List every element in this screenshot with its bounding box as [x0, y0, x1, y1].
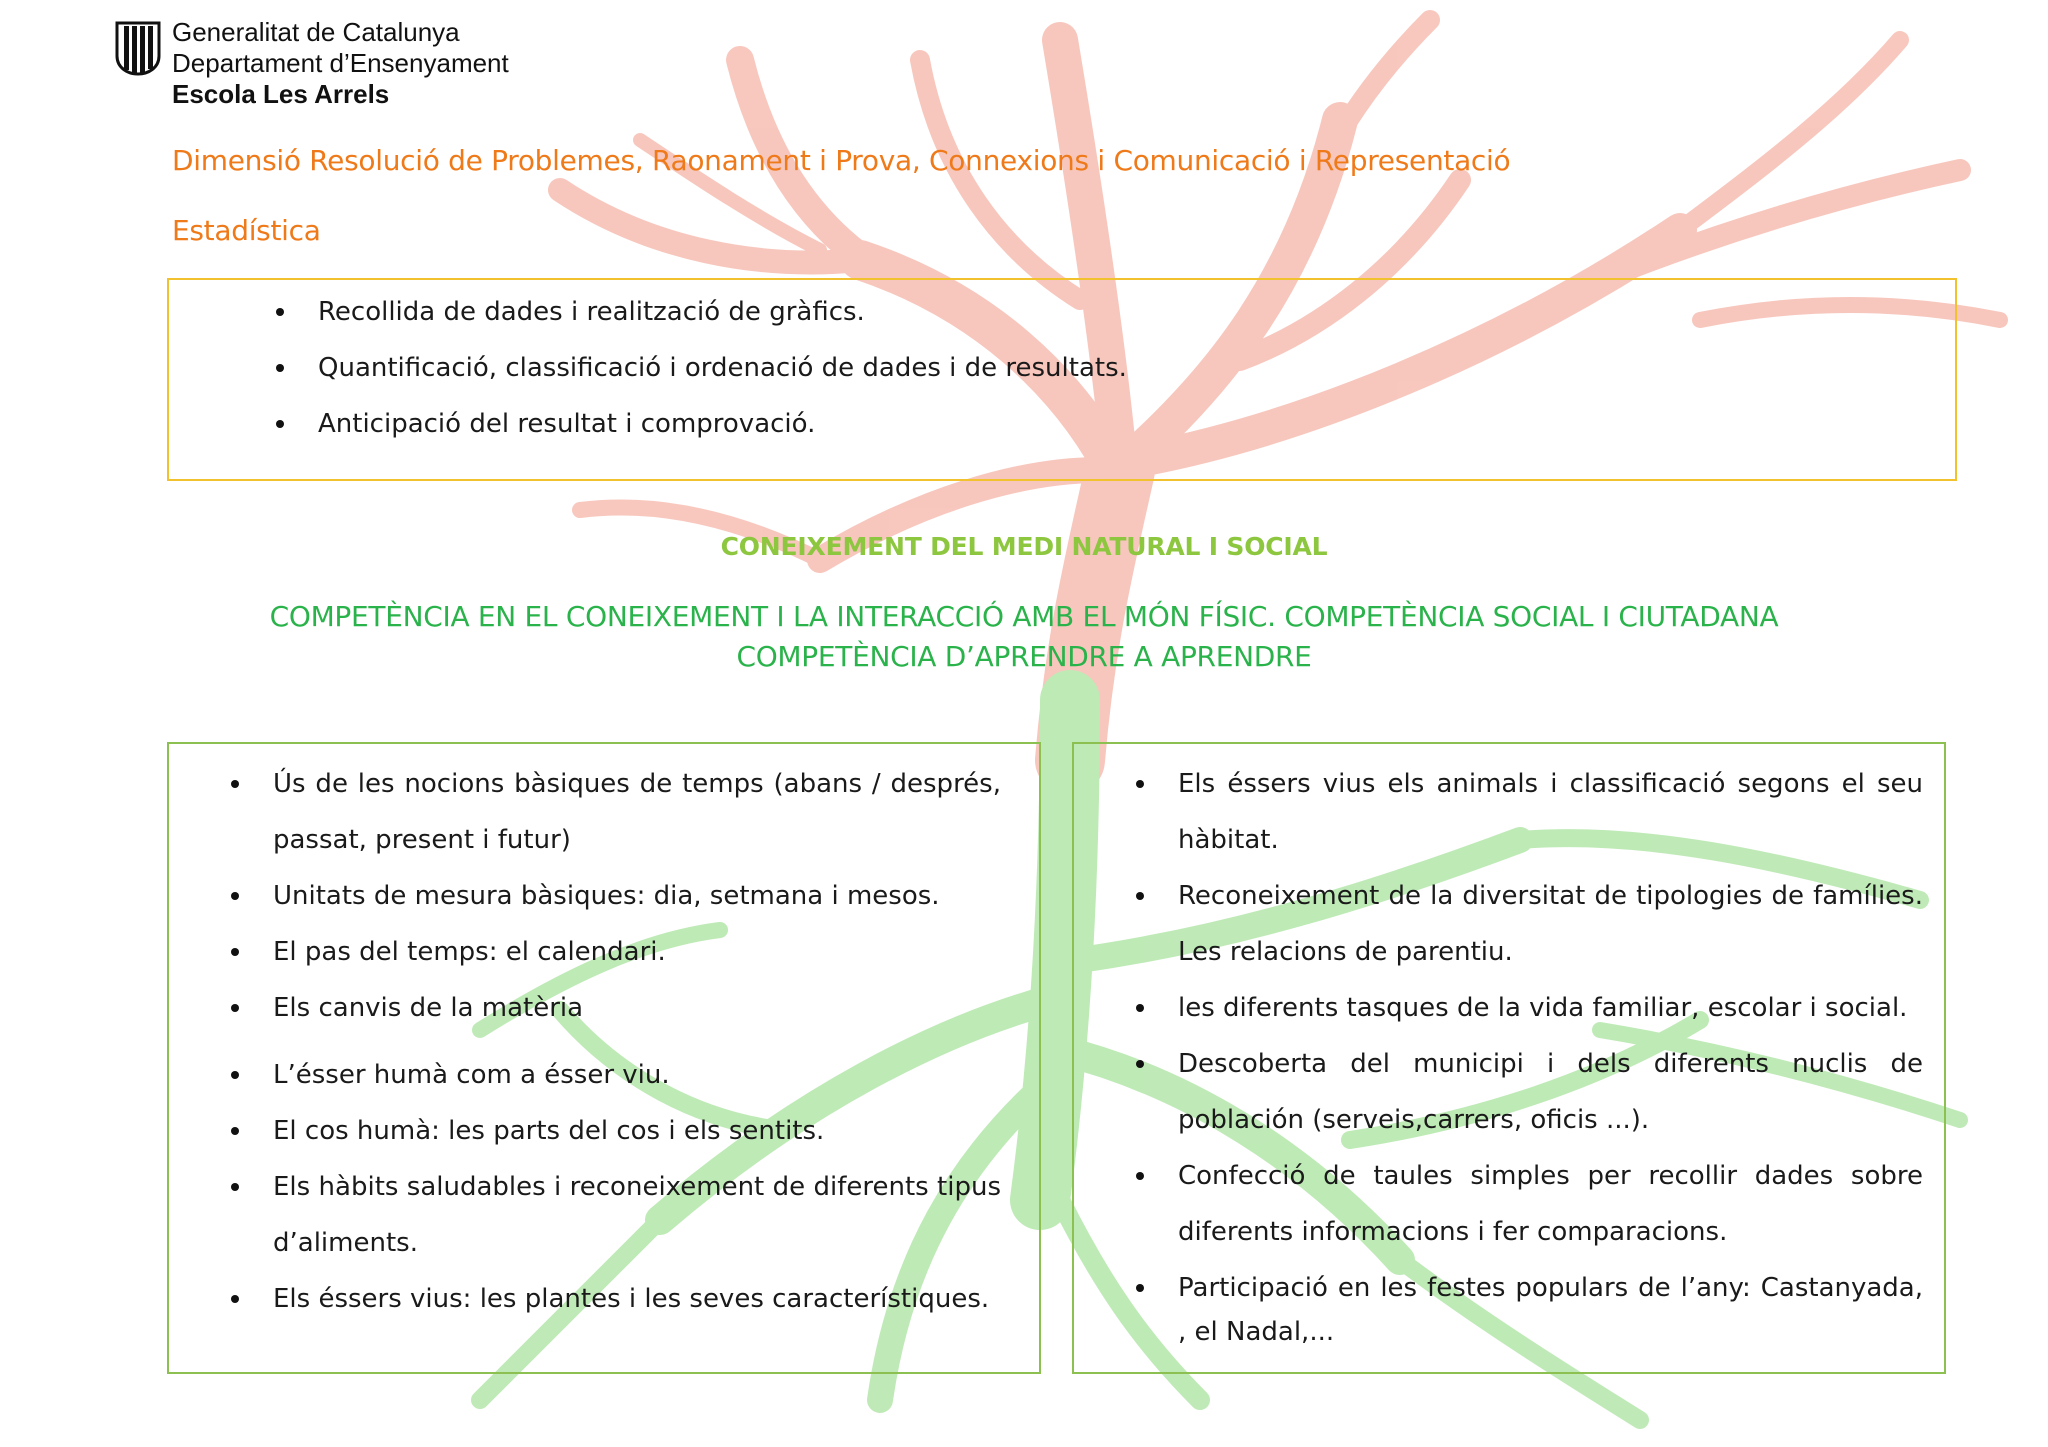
- subject-title: CONEIXEMENT DEL MEDI NATURAL I SOCIAL: [720, 532, 1328, 561]
- list-item: Reconeixement de la diversitat de tipologies de famílies. Les relacions de parentiu.: [1178, 868, 1923, 980]
- list-item: Recollida de dades i realització de gràfics.: [169, 294, 1127, 350]
- list-item: Els éssers vius els animals i classificació segons el seu hàbitat.: [1178, 756, 1923, 868]
- list-item: Els canvis de la matèria: [273, 980, 1001, 1036]
- letterhead-school: Escola Les Arrels: [172, 79, 390, 109]
- competence-line-2: COMPETÈNCIA D’APRENDRE A APRENDRE: [736, 640, 1312, 673]
- list-item: Els hàbits saludables i reconeixement de diferents tipus d’aliments.: [273, 1159, 1001, 1271]
- list-item: Descoberta del municipi i dels diferents nuclis de población (serveis,carrers, oficis ...).: [1178, 1036, 1923, 1148]
- generalitat-logo-icon: [114, 20, 162, 76]
- letterhead-department: Departament d’Ensenyament: [172, 48, 509, 78]
- bullet-icon: [231, 1127, 239, 1135]
- list-item: El pas del temps: el calendari.: [273, 924, 1001, 980]
- list-item: Quantificació, classificació i ordenació de dades i de resultats.: [169, 350, 1127, 406]
- bullet-icon: [231, 780, 239, 788]
- bullet-icon: [1136, 780, 1144, 788]
- bullet-icon: [231, 1295, 239, 1303]
- list-item: Participació en les festes populars de l’any: Castanyada, , el Nadal,...: [1178, 1260, 1923, 1354]
- list-item: Unitats de mesura bàsiques: dia, setmana i mesos.: [273, 868, 1001, 924]
- letterhead-generalitat: Generalitat de Catalunya: [172, 17, 460, 47]
- statistics-content-box: [167, 278, 1957, 481]
- statistics-list: [169, 294, 1127, 462]
- list-item: Confecció de taules simples per recollir dades sobre diferents informacions i fer comparacions.: [1178, 1148, 1923, 1260]
- list-item: Anticipació del resultat i comprovació.: [169, 406, 1127, 462]
- list-item: L’ésser humà com a ésser viu.: [273, 1047, 1001, 1103]
- bullet-icon: [231, 1183, 239, 1191]
- competence-heading: [0, 597, 2048, 677]
- bullet-icon: [1136, 1172, 1144, 1180]
- bullet-icon: [231, 892, 239, 900]
- bullet-icon: [231, 1071, 239, 1079]
- dimension-heading: Dimensió Resolució de Problemes, Raonament i Prova, Connexions i Comunicació i Representació: [172, 144, 1511, 177]
- section-heading-statistics: Estadística: [172, 214, 321, 247]
- bullet-icon: [276, 364, 284, 372]
- bullet-icon: [276, 420, 284, 428]
- bullet-icon: [1136, 1004, 1144, 1012]
- competence-line-1: COMPETÈNCIA EN EL CONEIXEMENT I LA INTERACCIÓ AMB EL MÓN FÍSIC. COMPETÈNCIA SOCIAL I CIUTADANA: [269, 600, 1779, 633]
- list-item: les diferents tasques de la vida familiar, escolar i social.: [1178, 980, 1923, 1036]
- bullet-icon: [1136, 1060, 1144, 1068]
- left-content-box: [167, 742, 1041, 1374]
- bullet-icon: [276, 308, 284, 316]
- bullet-icon: [231, 1004, 239, 1012]
- bullet-icon: [231, 948, 239, 956]
- right-content-box: [1072, 742, 1946, 1374]
- list-item: El cos humà: les parts del cos i els sentits.: [273, 1103, 1001, 1159]
- list-item: Ús de les nocions bàsiques de temps (abans / després, passat, present i futur): [273, 756, 1001, 868]
- list-item: Els éssers vius: les plantes i les seves característiques.: [273, 1271, 1001, 1327]
- bullet-icon: [1136, 892, 1144, 900]
- bullet-icon: [1136, 1284, 1144, 1292]
